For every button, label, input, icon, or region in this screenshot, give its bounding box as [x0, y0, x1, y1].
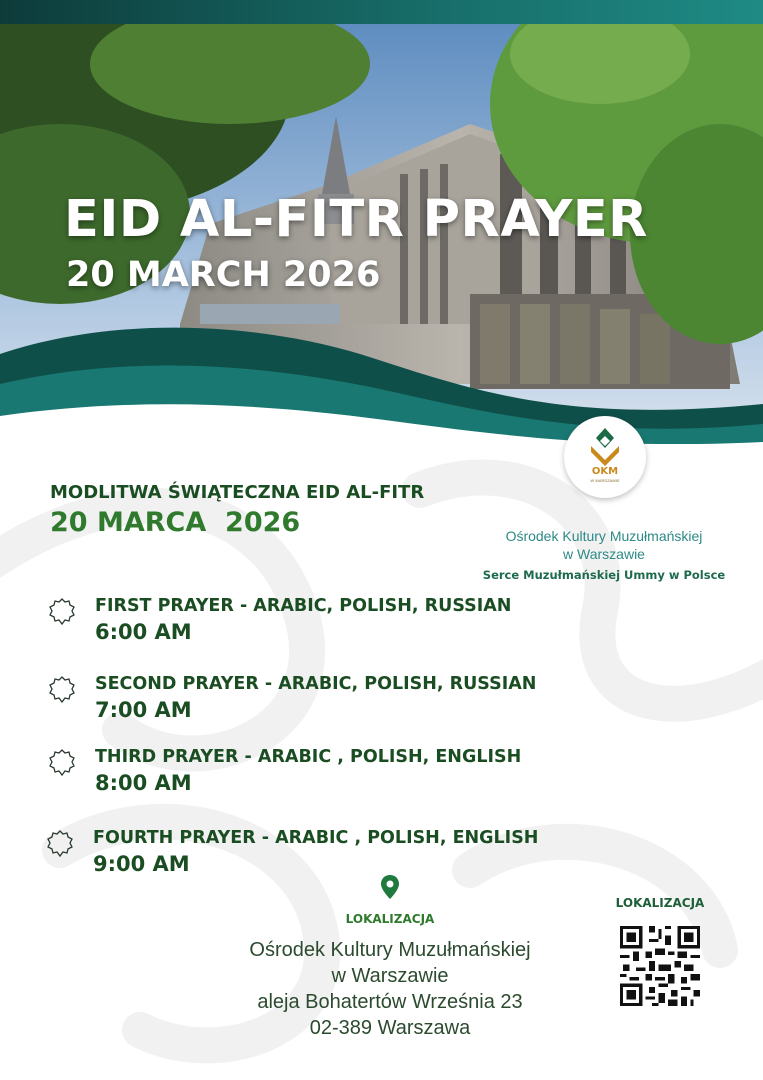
logo-text: OKM — [591, 466, 619, 477]
qr-label: LOKALIZACJA — [615, 896, 705, 910]
address-line-2: w Warszawie — [331, 965, 449, 987]
top-strip — [0, 0, 763, 24]
prayer-time: 7:00 AM — [95, 698, 192, 722]
prayer-time: 8:00 AM — [95, 771, 192, 795]
hero-title: EID AL-FITR PRAYER — [64, 190, 648, 249]
star-badge-icon — [48, 749, 76, 777]
polish-title: MODLITWA ŚWIĄTECZNA EID AL-FITR — [50, 482, 425, 503]
address-line-4: 02-389 Warszawa — [309, 1017, 471, 1039]
prayer-title: FIRST PRAYER - ARABIC, POLISH, RUSSIAN — [95, 596, 512, 616]
hero-date: 20 MARCH 2026 — [66, 255, 381, 295]
address-block — [190, 937, 590, 1041]
prayer-time: 6:00 AM — [95, 620, 192, 644]
star-badge-icon — [48, 598, 76, 626]
star-badge-icon — [46, 830, 74, 858]
prayer-title: SECOND PRAYER - ARABIC, POLISH, RUSSIAN — [95, 674, 537, 694]
address-line-1: Ośrodek Kultury Muzułmańskiej — [249, 939, 531, 961]
star-badge-icon — [48, 676, 76, 704]
qr-code[interactable] — [620, 926, 700, 1006]
location-label: LOKALIZACJA — [345, 912, 435, 926]
prayer-time: 9:00 AM — [93, 852, 190, 876]
address-line-3: aleja Bohatertów Września 23 — [257, 991, 523, 1013]
prayer-title: THIRD PRAYER - ARABIC , POLISH, ENGLISH — [95, 747, 522, 767]
org-tagline: Serce Muzułmańskiej Ummy w Polsce — [482, 568, 726, 582]
prayer-title: FOURTH PRAYER - ARABIC , POLISH, ENGLISH — [93, 828, 539, 848]
organization-block — [470, 527, 738, 582]
logo-subtext: W WARSZAWIE — [590, 478, 620, 483]
org-name-line-1: Ośrodek Kultury Muzułmańskiej — [505, 528, 703, 544]
polish-date: 20 MARCA 2026 — [50, 507, 301, 538]
map-pin-icon — [380, 874, 400, 900]
okm-emblem-icon — [564, 416, 646, 498]
okm-logo — [564, 416, 646, 498]
org-name-line-2: w Warszawie — [563, 546, 645, 562]
